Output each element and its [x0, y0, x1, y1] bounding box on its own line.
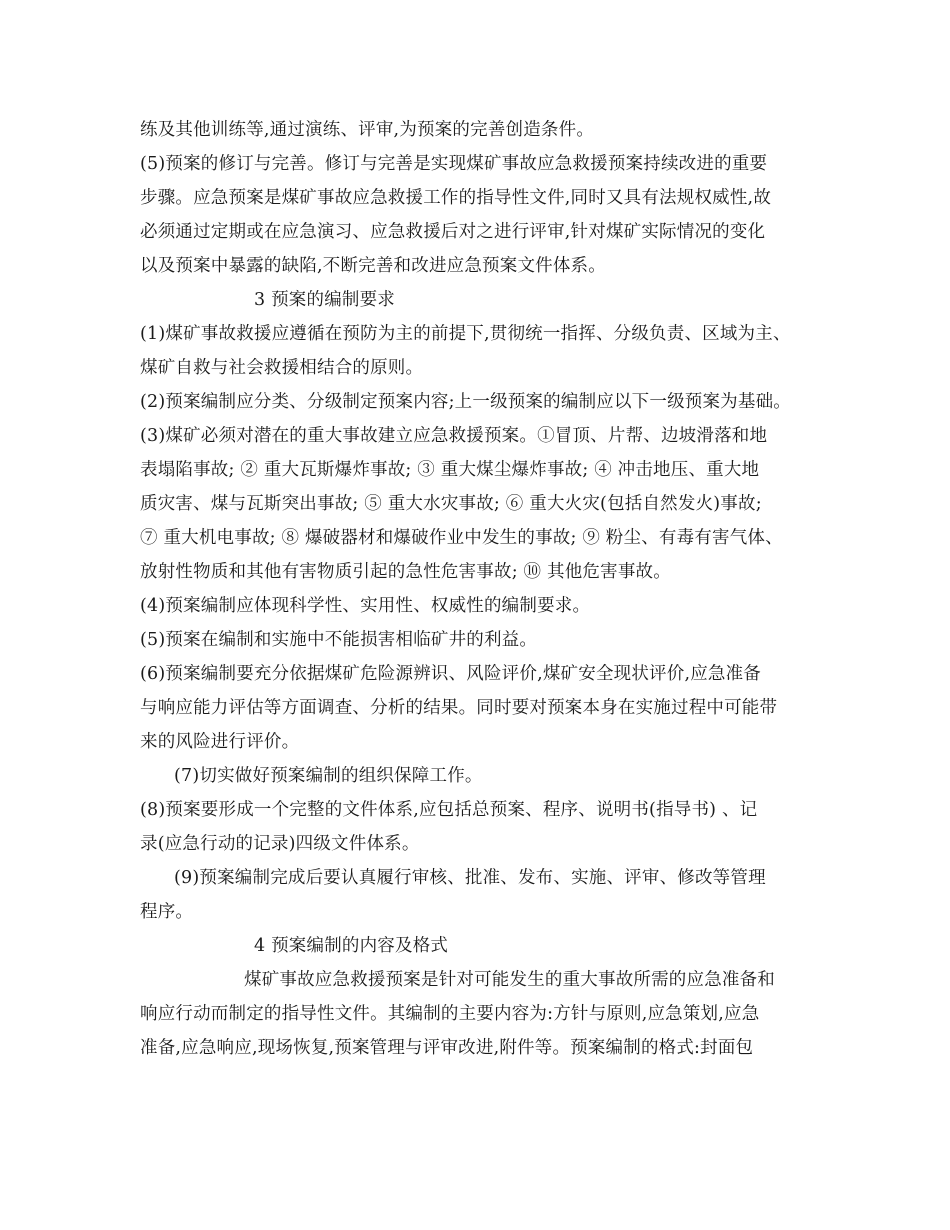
- text-line: (3)煤矿必须对潜在的重大事故建立应急救援预案。①冒顶、片帮、边坡滑落和地: [140, 426, 768, 446]
- text-line: 准备,应急响应,现场恢复,预案管理与评审改进,附件等。预案编制的格式:封面包: [140, 1038, 754, 1058]
- text-line: 质灾害、煤与瓦斯突出事故; ⑤ 重大水灾事故; ⑥ 重大火灾(包括自然发火)事故;: [140, 494, 762, 514]
- text-line: 必须通过定期或在应急演习、应急救援后对之进行评审,针对煤矿实际情况的变化: [140, 222, 766, 242]
- text-line: ⑦ 重大机电事故; ⑧ 爆破器材和爆破作业中发生的事故; ⑨ 粉尘、有毒有害气体、: [140, 528, 783, 548]
- text-line: 煤矿事故应急救援预案是针对可能发生的重大事故所需的应急准备和: [244, 970, 775, 990]
- text-line: 程序。: [140, 902, 194, 922]
- text-line: 表塌陷事故; ② 重大瓦斯爆炸事故; ③ 重大煤尘爆炸事故; ④ 冲击地压、重大地: [140, 460, 760, 480]
- text-line: (5)预案在编制和实施中不能损害相临矿井的利益。: [140, 630, 538, 650]
- text-line: 与响应能力评估等方面调查、分析的结果。同时要对预案本身在实施过程中可能带: [140, 698, 778, 718]
- text-line: 来的风险进行评价。: [140, 732, 300, 752]
- text-line: (1)煤矿事故救援应遵循在预防为主的前提下,贯彻统一指挥、分级负责、区域为主、: [140, 324, 791, 344]
- text-line: 煤矿自救与社会救援相结合的原则。: [140, 358, 424, 378]
- text-line: 练及其他训练等,通过演练、评审,为预案的完善创造条件。: [140, 120, 595, 140]
- text-line: (5)预案的修订与完善。修订与完善是实现煤矿事故应急救援预案持续改进的重要: [140, 154, 768, 174]
- text-line: (9)预案编制完成后要认真履行审核、批准、发布、实施、评审、修改等管理: [174, 868, 766, 888]
- text-line: 响应行动而制定的指导性文件。其编制的主要内容为:方针与原则,应急策划,应急: [140, 1004, 760, 1024]
- text-line: (4)预案编制应体现科学性、实用性、权威性的编制要求。: [140, 596, 591, 616]
- text-line: 以及预案中暴露的缺陷,不断完善和改进应急预案文件体系。: [140, 256, 606, 276]
- text-line: (2)预案编制应分类、分级制定预案内容;上一级预案的编制应以下一级预案为基础。: [140, 392, 791, 412]
- text-line: 步骤。应急预案是煤矿事故应急救援工作的指导性文件,同时又具有法规权威性,故: [140, 188, 772, 208]
- section-heading: 3 预案的编制要求: [254, 290, 395, 310]
- section-heading: 4 预案编制的内容及格式: [254, 936, 449, 956]
- text-line: 录(应急行动的记录)四级文件体系。: [140, 834, 420, 854]
- text-line: (7)切实做好预案编制的组织保障工作。: [174, 766, 483, 786]
- text-line: 放射性物质和其他有害物质引起的急性危害事故; ⑩ 其他危害事故。: [140, 562, 671, 582]
- text-line: (8)预案要形成一个完整的文件体系,应包括总预案、程序、说明书(指导书) 、记: [140, 800, 758, 820]
- text-line: (6)预案编制要充分依据煤矿危险源辨识、风险评价,煤矿安全现状评价,应急准备: [140, 664, 762, 684]
